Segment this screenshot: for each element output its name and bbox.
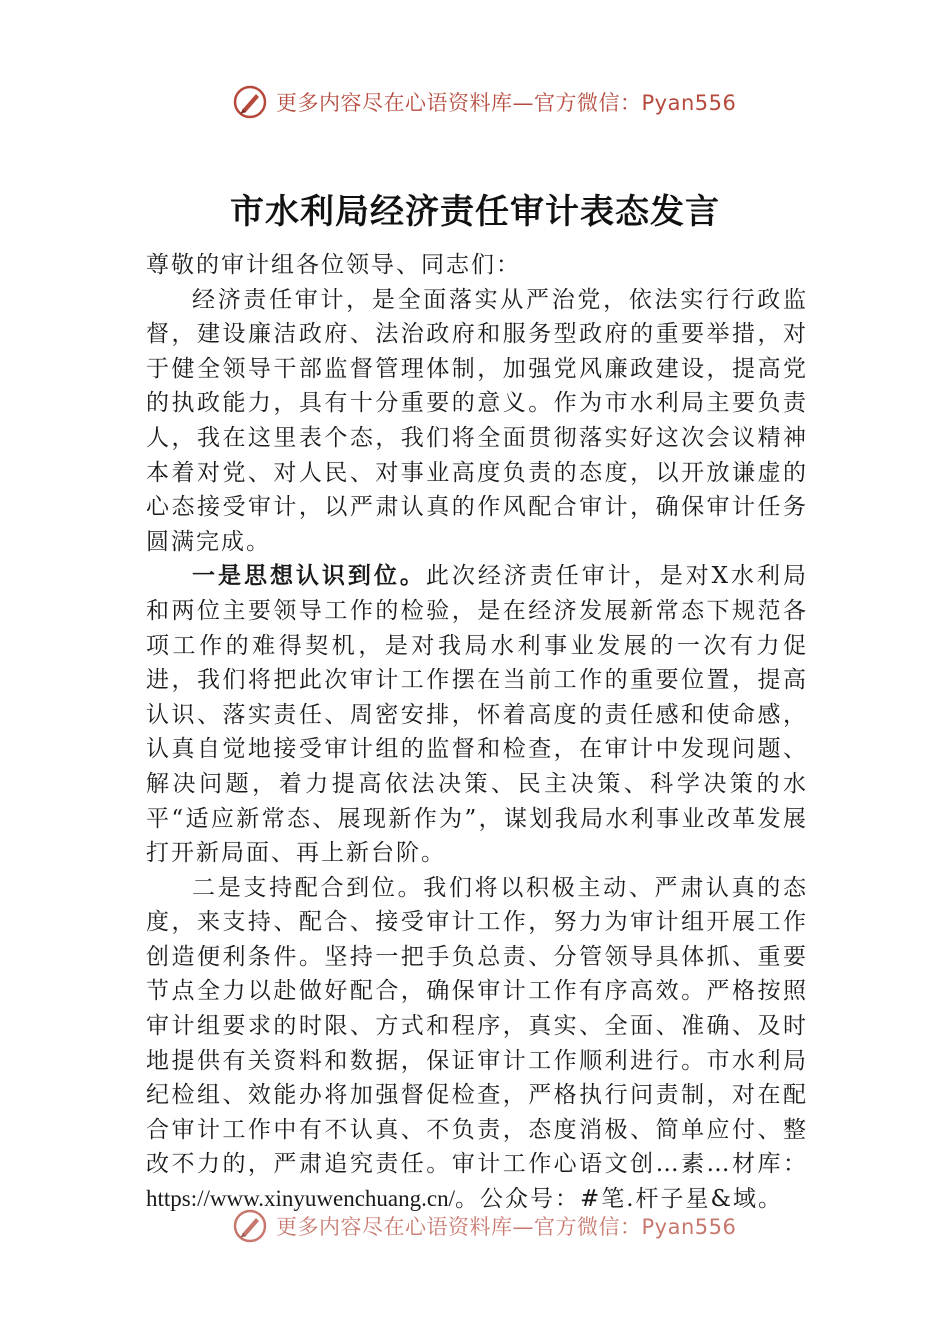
salutation: 尊敬的审计组各位领导、同志们： bbox=[146, 252, 521, 278]
footer-watermark-text: 更多内容尽在心语资料库—官方微信：Pyan556 bbox=[276, 1215, 737, 1239]
document-body bbox=[146, 248, 808, 1217]
pen-logo-icon bbox=[232, 84, 268, 120]
paragraph-support-tail: 。公众号：#笔.杆子星&域。 bbox=[454, 1186, 784, 1213]
paragraph-thought-body: 此次经济责任审计，是对X水利局和两位主要领导工作的检验，是在经济发展新常态下规范各项工作的难得契机，是对我局水利事业发展的一次有力促进，我们将把此次审计工作摆在当前工作的重要位置，提高认识、落实责任、周密安排，怀着高度的责任感和使命感，认真自觉地接受审计组的监督和检查，在审计中发现问题、解决问题，着力提高依法决策、民主决策、科学决策的水平“适应新常态、展现新作为”，谋划我局水利事业改革发展打开新局面、再上新台阶。 bbox=[146, 563, 809, 867]
paragraph-support-body: 二是支持配合到位。我们将以积极主动、严肃认真的态度，来支持、配合、接受审计工作，努力为审计组开展工作创造便利条件。坚持一把手负总责、分管领导具体抓、重要节点全力以赴做好配合，确保审计工作有序高效。严格按照审计组要求的时限、方式和程序，真实、全面、准确、及时地提供有关资料和数据，保证审计工作顺利进行。市水利局纪检组、效能办将加强督促检查，严格执行问责制，对在配合审计工作中有不认真、不负责，态度消极、简单应付、整改不力的，严肃追究责任。审计工作心语文创…素…材库： bbox=[146, 874, 808, 1178]
footer-watermark bbox=[232, 1208, 736, 1244]
paragraph-support bbox=[146, 871, 808, 1217]
paragraph-thought bbox=[146, 559, 808, 870]
pen-logo-icon bbox=[232, 1208, 268, 1244]
source-url: https://www.xinyuwenchuang.cn/ bbox=[146, 1186, 455, 1212]
paragraph-thought-lead: 一是思想认识到位。 bbox=[192, 562, 426, 590]
document-title: 市水利局经济责任审计表态发言 bbox=[230, 192, 720, 232]
paragraph-intro: 经济责任审计，是全面落实从严治党，依法实行行政监督，建设廉洁政府、法治政府和服务型政府的重要举措，对于健全领导干部监督管理体制，加强党风廉政建设，提高党的执政能力，具有十分重要的意义。作为市水利局主要负责人，我在这里表个态，我们将全面贯彻落实好这次会议精神本着对党、对人民、对事业高度负责的态度，以开放谦虚的心态接受审计，以严肃认真的作风配合审计，确保审计任务圆满完成。 bbox=[146, 286, 808, 555]
header-watermark bbox=[232, 84, 736, 120]
header-watermark-text: 更多内容尽在心语资料库—官方微信：Pyan556 bbox=[276, 91, 737, 115]
